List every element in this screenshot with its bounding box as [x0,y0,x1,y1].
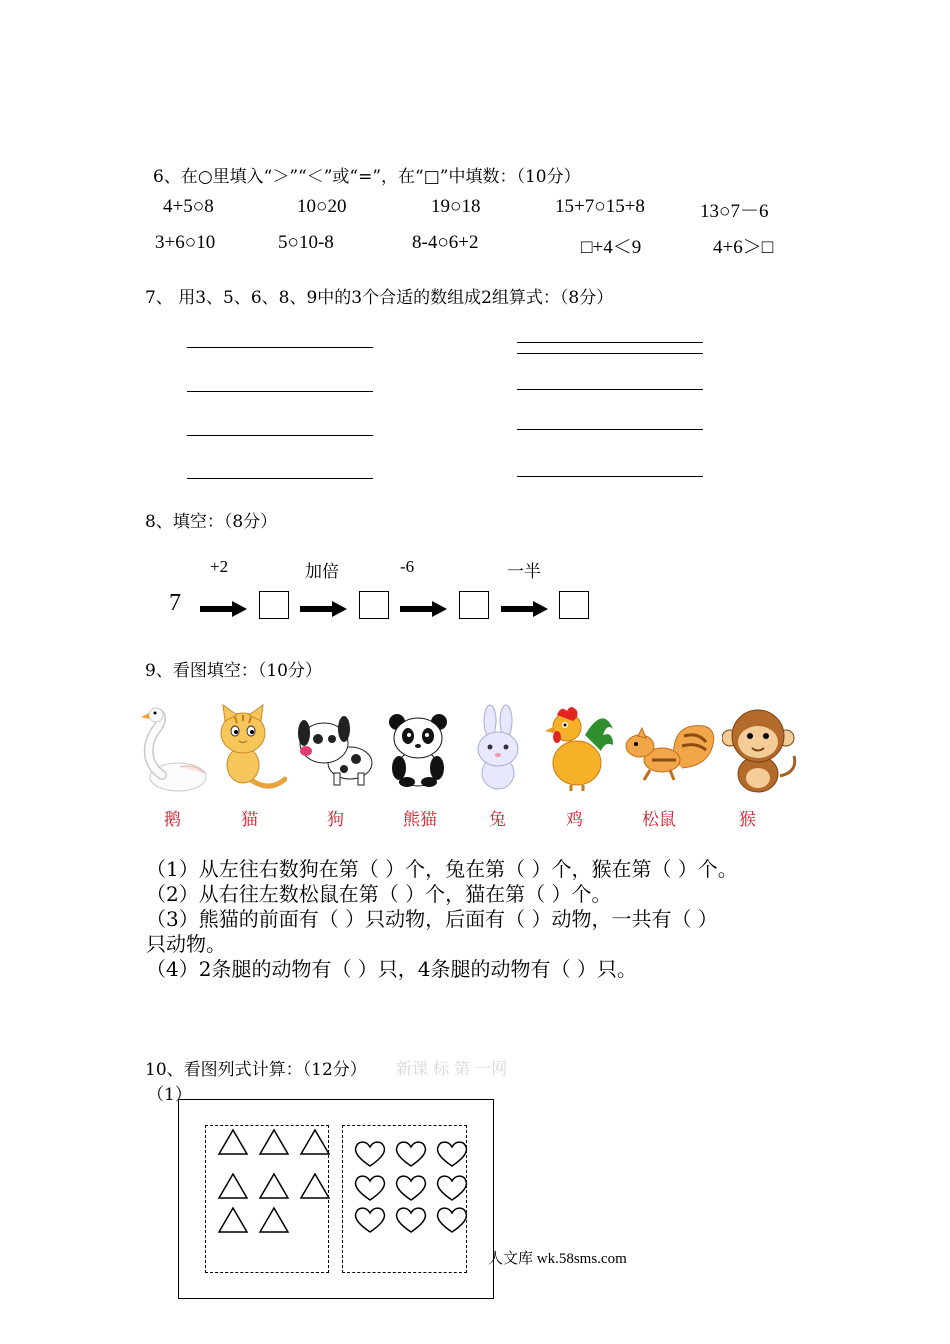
triangle-icon [219,1130,247,1154]
triangle-icon [301,1174,329,1198]
answer-box[interactable] [559,591,589,619]
goose-icon [140,705,208,795]
dog-icon [294,713,378,787]
squirrel-icon [624,716,716,782]
triangle-icon [219,1174,247,1198]
q8-title: 8、填空：（8分） [145,512,278,532]
animal-name: 猴 [739,810,756,830]
q7-title: 7、 用3、5、6、8、9中的3个合适的数组成2组算式：（8分） [145,288,614,308]
answer-line[interactable] [517,353,703,354]
heart-icon [397,1176,426,1200]
panda-icon [385,712,451,788]
q6-row1-item-3: 19○18 [431,196,481,217]
start-number: 7 [169,590,181,616]
rooster-icon [545,705,615,793]
heart-icon [356,1208,385,1232]
animal-name: 兔 [489,810,506,830]
hearts [354,1140,470,1236]
op-label: +2 [210,557,229,576]
answer-line[interactable] [517,342,703,343]
arrow-icon [200,600,248,618]
triangle-icon [301,1130,329,1154]
q6-row1-item-1: 4+5○8 [163,196,214,217]
op-label: -6 [400,557,415,576]
q9-sub-question-3: （3）熊猫的前面有（ ）只动物，后面有（ ）动物，一共有（ ） [146,907,718,931]
q9-sub-question-3-cont: 只动物。 [146,932,226,956]
heart-icon [356,1142,385,1166]
answer-line[interactable] [517,429,703,430]
monkey-icon [722,706,802,794]
op-label: 一半 [507,562,541,581]
q9-sub-question-4: （4）2条腿的动物有（ ）只，4条腿的动物有（ ）只。 [146,957,637,981]
q9-sub-question-2: （2）从右往左数松鼠在第（ ）个，猫在第（ ）个。 [146,882,612,906]
cat-icon [215,703,287,795]
arrow-icon [400,600,448,618]
heart-icon [438,1176,467,1200]
answer-line[interactable] [187,391,373,392]
q10-title: 10、看图列式计算：（12分） [145,1060,367,1080]
triangle-icon [260,1174,288,1198]
heart-icon [397,1208,426,1232]
q6-row2-item-3: 8-4○6+2 [412,232,479,253]
q9-title: 9、看图填空：（10分） [145,661,322,681]
q6-row2-item-1: 3+6○10 [155,232,216,253]
animal-name: 鹅 [164,810,181,830]
q6-title: 6、在○里填入“＞”“＜”或“=”，在“□”中填数：（10分） [153,167,581,187]
answer-line[interactable] [517,389,703,390]
triangle-icon [260,1208,288,1232]
triangle-icon [260,1130,288,1154]
q6-row1-item-4: 15+7○15+8 [555,196,645,217]
q9-sub-question-1: （1）从左往右数狗在第（ ）个，兔在第（ ）个，猴在第（ ）个。 [146,857,738,881]
animal-name: 狗 [327,810,344,830]
answer-line[interactable] [187,435,373,436]
op-label: 加倍 [305,562,339,581]
heart-icon [438,1142,467,1166]
q6-row2-item-4: □+4＜9 [581,237,642,258]
answer-line[interactable] [517,476,703,477]
heart-icon [438,1208,467,1232]
watermark: 新课 标 第 一网 [396,1059,508,1078]
q6-row2-item-5: 4+6＞□ [713,237,774,258]
triangle-icon [219,1208,247,1232]
q6-row1-item-2: 10○20 [297,196,347,217]
rabbit-icon [470,703,526,793]
animal-name: 鸡 [566,810,583,830]
q6-row2-item-2: 5○10-8 [278,232,334,253]
animal-name: 熊猫 [403,810,437,830]
q6-row1-item-5: 13○7－6 [700,201,769,222]
arrow-icon [501,600,549,618]
animal-name: 松鼠 [642,810,676,830]
answer-line[interactable] [187,347,373,348]
animal-name: 猫 [241,810,258,830]
footer-source: 人文库 wk.58sms.com [488,1251,627,1267]
triangles [208,1128,332,1248]
answer-box[interactable] [259,591,289,619]
answer-box[interactable] [459,591,489,619]
answer-line[interactable] [187,478,373,479]
q10-sub-label: （1） [147,1085,192,1105]
arrow-icon [300,600,348,618]
heart-icon [397,1142,426,1166]
heart-icon [356,1176,385,1200]
answer-box[interactable] [359,591,389,619]
